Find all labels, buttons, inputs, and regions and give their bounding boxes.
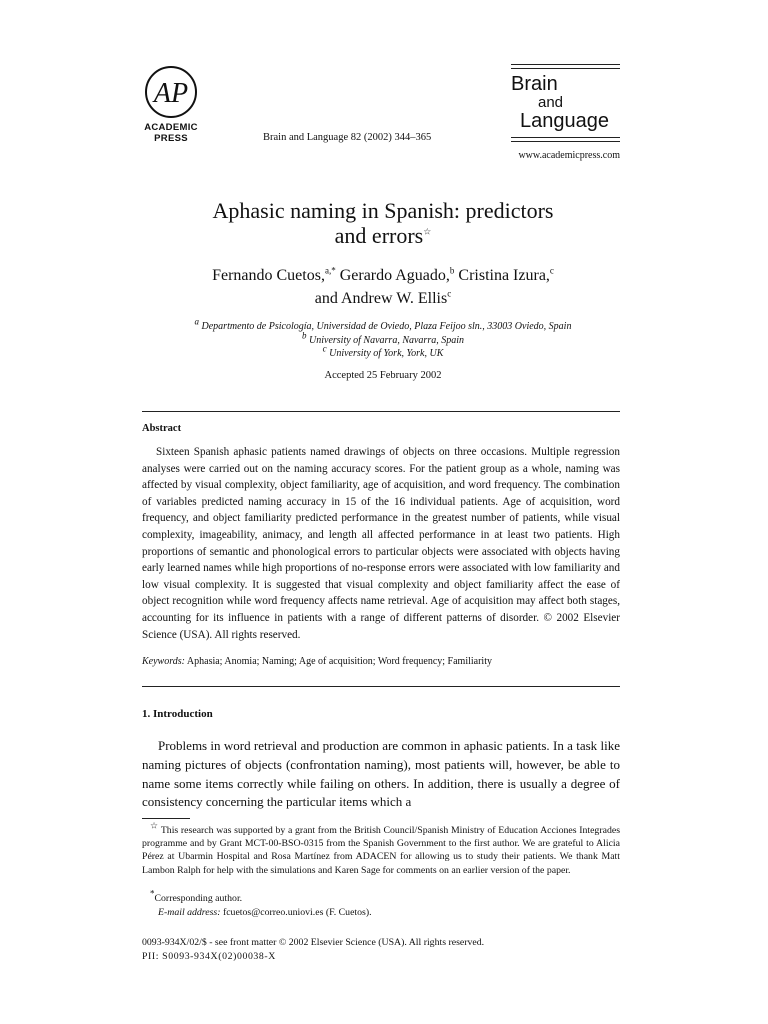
author-name: Gerardo Aguado, <box>335 267 450 284</box>
affiliation-item: $^b$ University of Navarra, Navarra, Spain <box>302 330 464 346</box>
journal-logo-rule <box>511 137 620 138</box>
journal-logo-rule <box>511 64 620 65</box>
author-affil-mark: b <box>449 265 455 276</box>
title-footnote-mark[interactable]: ☆ <box>423 226 432 237</box>
academic-press-logo <box>143 64 199 120</box>
publisher-name <box>139 122 203 144</box>
email-label: E-mail address: <box>158 907 221 918</box>
pii-line: PII: S0093-934X(02)00038-X <box>142 951 276 962</box>
author-affil-mark: c <box>447 288 452 299</box>
title-line2: and errors☆ <box>334 223 432 248</box>
copyright-line: 0093-934X/02/$ - see front matter © 2002 Elsevier Science (USA). All rights reserved. <box>142 937 485 948</box>
journal-logo-word-language: Language <box>520 110 609 132</box>
section-heading-introduction: 1. Introduction <box>142 708 213 720</box>
abstract-body: Sixteen Spanish aphasic patients named drawings of objects on three occasions. Multiple regression analyses were carried out on the naming accuracy scores. For the patient group as a whole, naming was affected by visual complexity, object familiarity, age of acquisition, and word frequency. The combination of variables predicted naming accuracy in 15 of the 16 individual patients. Age of acquisition, word frequency, and object familiarity predicted performance in the greatest number of patients, while visual complexity, imageability, animacy, and length all affected performance in at least two patients. High proportions of semantic and phonological errors to particular objects were associated with objects having early learned names while high proportions of no-response errors were associated with low familiarity and low visual complexity. It is suggested that visual complexity and object familiarity affect the ease of object recognition while word frequency affects name retrieval. Age of acquisition may affect both stages, accounting for its influence in patients with a range of different patterns of disorder. © 2002 Elsevier Science (USA). All rights reserved. <box>142 446 620 641</box>
affiliation-item: $^c$ University of York, York, UK <box>322 343 444 359</box>
author-name: Fernando Cuetos, <box>212 267 325 284</box>
journal-logo-rule <box>511 68 620 69</box>
publisher-line2: PRESS <box>154 133 188 144</box>
author-affil-mark: c <box>549 265 554 276</box>
journal-logo-word-brain: Brain <box>511 73 558 95</box>
footnote-mark: * <box>150 888 155 899</box>
author-list <box>140 264 626 310</box>
email-address[interactable]: fcuetos@correo.uniovi.es (F. Cuetos). <box>220 907 372 918</box>
author-affil-mark: a,* <box>324 265 336 276</box>
author-name: Cristina Izura, <box>454 267 550 284</box>
section-divider <box>142 686 620 687</box>
introduction-body: Problems in word retrieval and production are common in aphasic patients. In a task like naming pictures of objects (confrontation naming), most patients will, however, be able to name some items correctly while failing on others. In addition, there is usually a degree of consistency concerning the particular items which a <box>142 738 620 810</box>
affiliation-item: $^a$ Departmento de Psicología, Universidad de Oviedo, Plaza Feijoo sln., 33003 Oviedo, Spain <box>194 316 572 332</box>
title-line1: Aphasic naming in Spanish: predictors <box>212 198 554 223</box>
footnote-funding: ☆ This research was supported by a grant from the British Council/Spanish Ministry of Education Acciones Integrades programme and by Grant MCT-00-BSO-0315 from the Spanish Government to the first author. We are grateful to Alicia Pérez at Ubarmin Hospital and Rosa Martínez from ADACEN for allowing us to study their patients. We thank Matt Lambon Ralph for help with the simulations and Karen Sage for comments on an earlier version of the paper. <box>142 820 621 876</box>
accepted-date: Accepted 25 February 2002 <box>324 370 442 381</box>
publisher-line1: ACADEMIC <box>144 122 198 133</box>
section-divider <box>142 411 620 412</box>
journal-url[interactable]: www.academicpress.com <box>518 150 620 161</box>
journal-logo-word-and: and <box>538 94 564 111</box>
keywords-label: Keywords: <box>142 656 185 667</box>
logo-letters: AP <box>153 78 189 109</box>
keywords <box>142 656 492 667</box>
footnote-corresponding: *Corresponding author. <box>150 888 243 904</box>
journal-logo-rule <box>511 141 620 142</box>
journal-reference: Brain and Language 82 (2002) 344–365 <box>263 132 432 143</box>
footnote-mark: ☆ <box>150 820 159 831</box>
footnote-email <box>158 906 372 919</box>
abstract-heading: Abstract <box>142 423 182 434</box>
paper-title <box>150 198 616 248</box>
affiliation-list <box>140 316 626 361</box>
author-name: and Andrew W. Ellis <box>314 290 448 307</box>
footnote-rule <box>142 818 190 819</box>
keywords-text: Aphasia; Anomia; Naming; Age of acquisition; Word frequency; Familiarity <box>184 656 492 667</box>
